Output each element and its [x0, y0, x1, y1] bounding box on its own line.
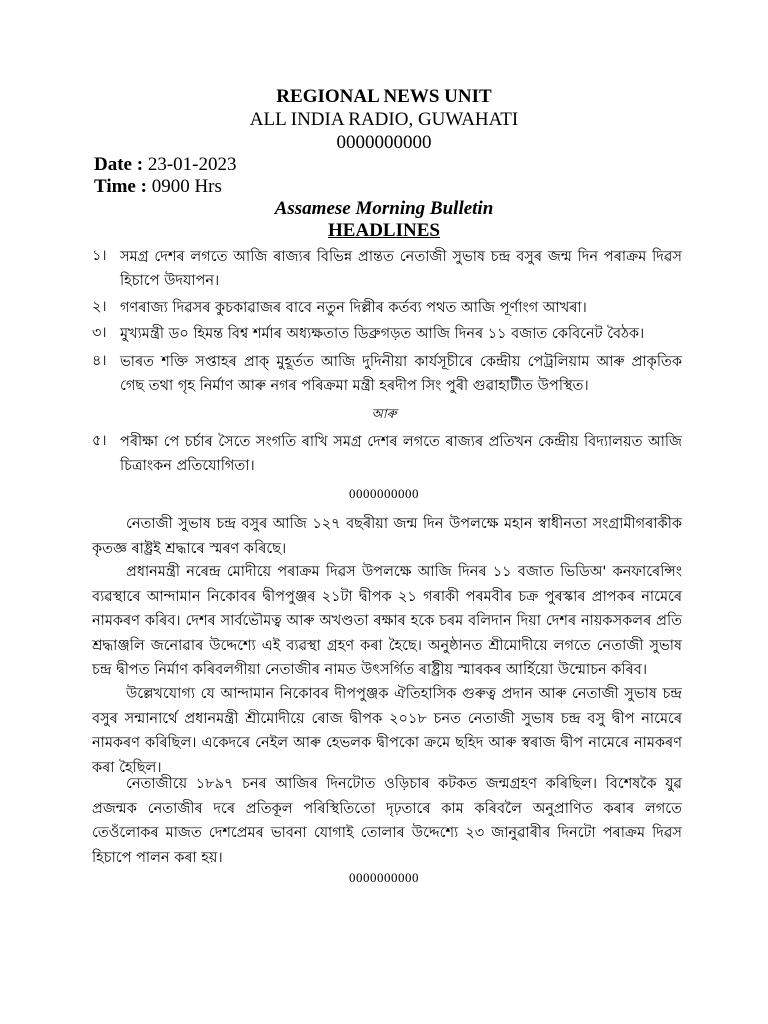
headline-text: সমগ্ৰ দেশৰ লগতে আজি ৰাজ্যৰ বিভিন্ন প্ৰান্তত নেতাজী সুভাষ চন্দ্ৰ বসুৰ জন্ম দিন পৰাক্ৰম দিৱস হিচাপে উদযাপন। [120, 249, 682, 289]
conjunction-aru: আৰু [371, 407, 397, 422]
separator: 0000000000 [349, 486, 419, 501]
headline-text: গণৰাজ্য দিৱসৰ কুচকাৱাজৰ বাবে নতুন দিল্লীৰ কৰ্তব্য পথত আজি পূৰ্ণাংগ আখৰা। [120, 300, 587, 316]
news-paragraph: প্ৰধানমন্ত্ৰী নৰেন্দ্ৰ মোদীয়ে পৰাক্ৰম দিৱস উপলক্ষে আজি দিনৰ ১১ বজাত ভিডিঅ' কনফাৰেন্সিং ব্যৱস্থাৰে আন্দামান নিকোবৰ দ্বীপপুঞ্জৰ ২১টা দ্বীপক ২১ গৰাকী পৰমবীৰ চক্ৰ পুৰস্কাৰ প্ৰাপকৰ নামেৰে নামকৰণ কৰিব। দেশৰ সাৰ্বভৌমত্ব আৰু অখণ্ডতা ৰক্ষাৰ হকে চৰম বলিদান দিয়া দেশৰ নায়কসকলৰ প্ৰতি শ্ৰদ্ধাঞ্জলি জনোৱাৰ উদ্দেশ্যে এই ব্যৱস্থা গ্ৰহণ কৰা হৈছে। অনুষ্ঠানত শ্ৰীমোদীয়ে লগতে নেতাজী সুভাষ চন্দ্ৰ দ্বীপত নিৰ্মাণ কৰিবলগীয়া নেতাজীৰ নামত উৎসৰ্গিত ৰাষ্ট্ৰীয় স্মাৰকৰ আৰ্হিয়ো উন্মোচন কৰিব। [92, 564, 682, 678]
headline-text: পৰীক্ষা পে চৰ্চাৰ সৈতে সংগতি ৰাখি সমগ্ৰ দেশৰ লগতে ৰাজ্যৰ প্ৰতিখন কেন্দ্ৰীয় বিদ্যালয়ত আজি চিত্ৰাংকন প্ৰতিযোগিতা। [120, 434, 682, 474]
date-line [94, 154, 236, 176]
header-code: 0000000000 [336, 132, 432, 153]
headline-item [92, 430, 682, 478]
headline-item [92, 322, 682, 346]
headlines-heading: HEADLINES [328, 220, 440, 241]
headline-text: মুখ্যমন্ত্ৰী ড০ হিমন্ত বিশ্ব শৰ্মাৰ অধ্যক্ষতাত ডিব্ৰুগড়ত আজি দিনৰ ১১ বজাত কেবিনেট বৈঠক। [120, 326, 645, 342]
headline-number: ১। [92, 248, 107, 264]
date-value: 23-01-2023 [147, 154, 237, 175]
headline-item [92, 350, 682, 398]
headline-item [92, 296, 682, 320]
headline-text: ভাৰত শক্তি সপ্তাহৰ প্ৰাক্ মুহূৰ্তত আজি দুদিনীয়া কাৰ্যসূচীৰে কেন্দ্ৰীয় পেট্ৰলিয়াম আৰু প্ৰাকৃতিক গেছ তথা গৃহ নিৰ্মাণ আৰু নগৰ পৰিক্ৰমা মন্ত্ৰী হৰদীপ সিং পুৰী গুৱাহাটীত উপস্থিত। [120, 354, 682, 394]
bulletin-title: Assamese Morning Bulletin [274, 198, 494, 219]
separator: 0000000000 [349, 870, 419, 885]
news-paragraph: নেতাজী সুভাষ চন্দ্ৰ বসুৰ আজি ১২৭ বছৰীয়া জন্ম দিন উপলক্ষে মহান স্বাধীনতা সংগ্ৰামীগৰাকীক কৃতজ্ঞ ৰাষ্ট্ৰই শ্ৰদ্ধাৰে স্মৰণ কৰিছে। [92, 516, 682, 557]
headline-item [92, 245, 682, 293]
time-line [94, 176, 222, 198]
headline-number: ২। [92, 299, 107, 315]
news-paragraph: নেতাজীয়ে ১৮৯৭ চনৰ আজিৰ দিনটোত ওড়িচাৰ কটকত জন্মগ্ৰহণ কৰিছিল। বিশেষকৈ যুৱ প্ৰজন্মক নেতাজীৰ দৰে প্ৰতিকূল পৰিস্থিতিতো দৃঢ়তাৰে কাম কৰিবলৈ অনুপ্ৰাণিত কৰাৰ লগতে তেওঁলোকৰ মাজত দেশপ্ৰেমৰ ভাবনা যোগাই তোলাৰ উদ্দেশ্যে ২৩ জানুৱাৰীৰ দিনটো পৰাক্ৰম দিৱস হিচাপে পালন কৰা হয়। [92, 776, 682, 866]
time-label: Time : [94, 176, 147, 197]
headline-number: ৪। [92, 353, 107, 369]
news-paragraph: উল্লেখযোগ্য যে আন্দামান নিকোবৰ দীপপুঞ্জক ঐতিহাসিক গুৰুত্ব প্ৰদান আৰু নেতাজী সুভাষ চন্দ্ৰ বসুৰ সন্মানাৰ্থে প্ৰধানমন্ত্ৰী শ্ৰীমোদীয়ে ৰোজ দ্বীপক ২০১৮ চনত নেতাজী সুভাষ চন্দ্ৰ বসু দ্বীপ নামেৰে নামকৰণ কৰিছিল। একেদৰে নেইল আৰু হেভলক দ্বীপকো ক্ৰমে ছহিদ আৰু স্বৰাজ দ্বীপ নামেৰে নামকৰণ কৰা হৈছিল। [92, 686, 682, 776]
headline-number: ৫। [92, 433, 107, 449]
date-label: Date : [94, 154, 144, 175]
headline-number: ৩। [92, 325, 107, 341]
time-value: 0900 Hrs [151, 176, 222, 197]
station-name: ALL INDIA RADIO, GUWAHATI [249, 109, 519, 130]
unit-title: REGIONAL NEWS UNIT [276, 86, 492, 107]
